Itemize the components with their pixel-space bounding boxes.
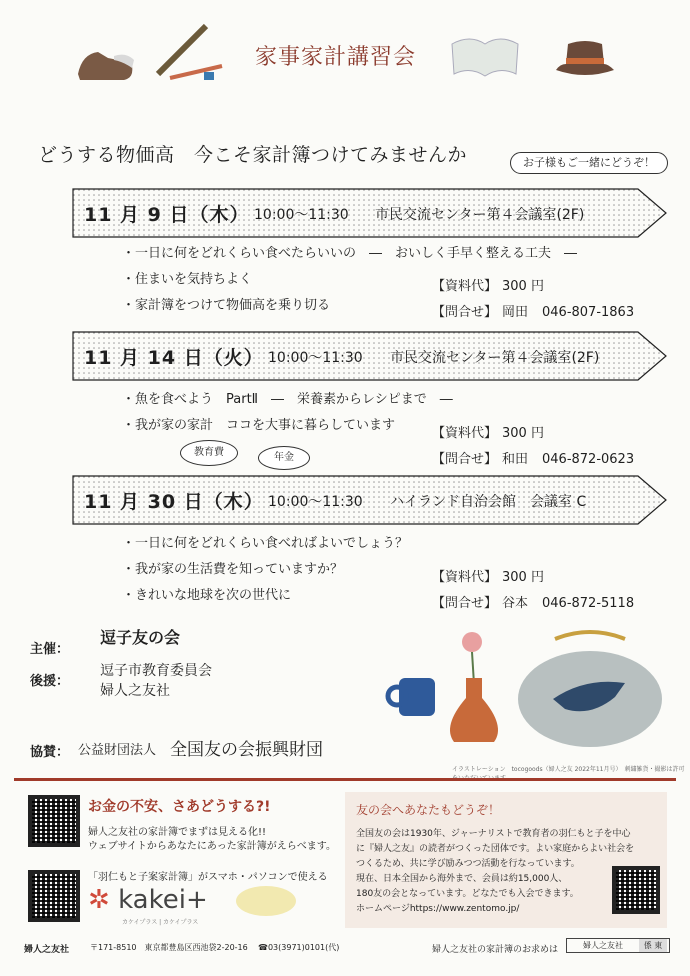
fee-label: 【資料代】 [432,426,498,441]
kakei-logo [88,885,208,915]
fee-value: 300 円 [502,570,544,585]
fee-row [432,422,544,441]
contact-name: 和田 [502,452,529,467]
support-label: 後援： [30,674,70,689]
membership-text-4: 現在、日本全国から海外まで、会員は約15,000人、 [356,874,568,884]
session-date: 11 月 14 日（火） [84,347,264,369]
flower-vase-illustration [440,628,510,748]
speech-bubble-pension: 年金 [258,446,310,470]
publisher-phone: ☎03(3971)0101(代) [258,943,340,952]
contact-name: 谷本 [502,596,529,611]
cup-illustration [385,672,441,718]
session-venue: 市民交流センター第４会議室(2F) [390,350,600,366]
purse-illustration [515,625,665,750]
kakei-logo-mark: ✲ [88,885,119,915]
session-date: 11 月 9 日（木） [84,204,250,226]
session-time: 10:00〜11:30 [268,350,363,366]
contact-name: 岡田 [502,305,529,320]
footer-left-text-2: ウェブサイトからあなたにあった家計簿がえらべます。 [88,841,336,852]
session-venue: ハイランド自治会館 会議室 C [390,494,587,510]
dealer-stamp [566,938,670,953]
topic-item: ・一日に何をどれくらい食べればよいでしょう？ [122,536,409,551]
session-venue: 市民交流センター第４会議室(2F) [375,207,585,223]
publisher-address: 〒171-8510 東京都豊島区西池袋2-20-16 [90,943,248,952]
hat-illustration [552,38,618,78]
speech-bubble-education: 教育費 [180,440,238,466]
contact-tel: 046-872-5118 [542,596,635,611]
section-divider [14,778,676,781]
illustration-credit: イラストレーション tocogoods（婦人之友 2022年11月号） 刺繍雑貨・撮影は許可 [452,766,685,773]
host-name: 逗子友の会 [100,628,181,647]
membership-text-2: に『婦人之友』の読者がつくった団体です。よい家庭からよい社会を [356,844,635,854]
topic-item: ・住まいを気持ちよく [122,272,253,287]
contact-label: 【問合せ】 [432,305,498,320]
publisher-name: 婦人之友社 [24,945,70,955]
page-title: 家事家計講習会 [255,45,417,70]
fee-value: 300 円 [502,426,544,441]
kakei-sub: カケイプラス | カケイプラス [122,919,199,926]
book-illustration [450,30,520,78]
session-banner-1 [72,188,668,238]
contact-row [432,448,634,467]
cosponsor-prefix: 公益財団法人 [78,743,157,758]
contact-tel: 046-807-1863 [542,305,635,320]
topic-item: ・家計簿をつけて物価高を乗り切る [122,298,331,313]
topic-item: ・きれいな地球を次の世代に [122,588,292,603]
fee-value: 300 円 [502,279,544,294]
session-banner-2 [72,331,668,381]
fee-label: 【資料代】 [432,570,498,585]
contact-row [432,592,634,611]
qr-code-left-bottom[interactable] [28,870,80,922]
headline: どうする物価高 今こそ家計簿つけてみませんか [38,144,468,166]
membership-text-3: つくるため、共に学び励みつつ活動を行なっています。 [356,859,580,869]
session-date: 11 月 30 日（木） [84,491,264,513]
topic-item: ・一日に何をどれくらい食べたらいいの ― おいしく手早く整える工夫 ― [122,246,578,261]
pencil-illustration [150,22,230,82]
contact-label: 【問合せ】 [432,452,498,467]
footer-left-heading: お金の不安、さあどうする?! [88,799,271,815]
session-time: 10:00〜11:30 [254,207,349,223]
contact-row [432,301,634,320]
support-2: 婦人之友社 [100,683,170,699]
session-banner-3 [72,475,668,525]
fee-row [432,566,544,585]
membership-heading: 友の会へあなたもどうぞ！ [356,803,501,817]
cosponsor-name: 全国友の会振興財団 [170,740,323,760]
footer-left-text-1: 婦人之友社の家計簿でまずは見える化!! [88,827,267,838]
membership-homepage-link[interactable]: ホームページhttps://www.zentomo.jp/ [356,904,520,914]
contact-tel: 046-872-0623 [542,452,635,467]
qr-code-left-top[interactable] [28,795,80,847]
support-1: 逗子市教育委員会 [100,663,212,679]
dealer-stamp-box: 係 東 [639,939,667,952]
purchase-note: 婦人之友社の家計簿のお求めは [432,945,559,955]
topic-item: ・我が家の家計 ココを大事に暮らしています [122,418,396,433]
topic-item: ・魚を食べよう PartⅡ ― 栄養素からレシピまで ― [122,392,453,407]
shoe-illustration [74,44,136,84]
topic-item: ・我が家の生活費を知っていますか？ [122,562,344,577]
app-heading: 「羽仁もと子案家計簿」がスマホ・パソコンで使える [88,872,328,883]
dealer-stamp-name: 婦人之友社 [583,941,623,950]
fee-label: 【資料代】 [432,279,498,294]
fee-row [432,275,544,294]
phone-illustration [236,886,296,916]
membership-text-5: 180友の会となっています。どなたでも入会できます。 [356,889,579,899]
session-time: 10:00〜11:30 [268,494,363,510]
cosponsor-label: 協賛： [30,745,70,760]
children-note-badge: お子様もご一緒にどうぞ！ [510,152,668,174]
qr-code-right[interactable] [612,866,660,914]
host-label: 主催： [30,642,70,657]
contact-label: 【問合せ】 [432,596,498,611]
membership-text-1: 全国友の会は1930年、ジャーナリストで教育者の羽仁もと子を中心 [356,829,631,839]
kakei-logo-text: kakei+ [118,885,208,915]
